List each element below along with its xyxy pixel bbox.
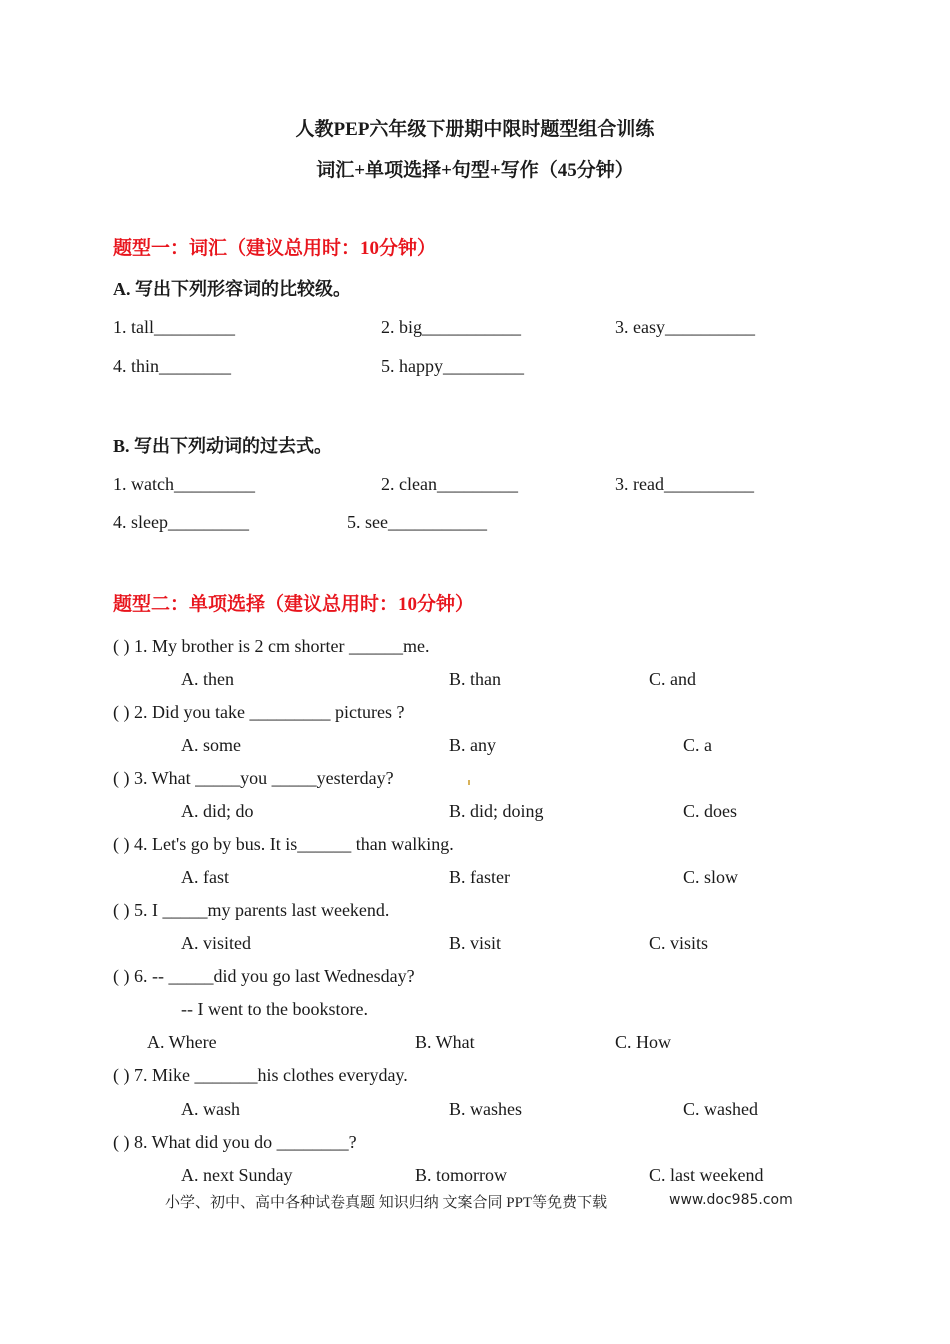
option-c: C. slow: [683, 867, 739, 887]
page-title: 人教PEP六年级下册期中限时题型组合训练: [295, 119, 655, 140]
option-b: B. tomorrow: [415, 1165, 507, 1185]
question-stem: ( ) 3. What _____you _____yesterday?: [113, 768, 394, 788]
vocab-item: 4. sleep_________: [113, 512, 249, 532]
vocab-item: 3. read__________: [615, 474, 754, 494]
question-stem: ( ) 5. I _____my parents last weekend.: [113, 900, 390, 920]
footer-text: 小学、初中、高中各种试卷真题 知识归纳 文案合同 PPT等免费下载: [165, 1195, 608, 1211]
option-a: A. did; do: [181, 801, 254, 821]
vocab-item: 3. easy__________: [615, 317, 755, 337]
option-a: A. fast: [181, 867, 229, 887]
option-b: B. visit: [449, 933, 502, 953]
footer-url[interactable]: www.doc985.com: [669, 1192, 793, 1208]
vocab-item: 2. big___________: [381, 317, 522, 337]
option-a: A. then: [181, 669, 234, 689]
stray-mark: [468, 780, 470, 785]
vocab-item: 5. see___________: [347, 512, 487, 532]
option-b: B. any: [449, 735, 496, 755]
option-b: B. did; doing: [449, 801, 544, 821]
option-a: A. next Sunday: [181, 1165, 293, 1185]
question-stem: ( ) 2. Did you take _________ pictures ?: [113, 702, 405, 722]
vocab-item: 2. clean_________: [381, 474, 518, 494]
vocab-item: 1. tall_________: [113, 317, 235, 337]
vocab-item: 1. watch_________: [113, 474, 255, 494]
option-a: A. Where: [147, 1032, 217, 1052]
vocab-item: 4. thin________: [113, 356, 232, 376]
option-a: A. some: [181, 735, 241, 755]
part-a-instruction: A. 写出下列形容词的比较级。: [113, 279, 351, 299]
option-c: C. How: [615, 1032, 672, 1052]
option-c: C. last weekend: [649, 1165, 764, 1185]
option-a: A. visited: [181, 933, 251, 953]
page-subtitle: 词汇+单项选择+句型+写作（45分钟）: [316, 160, 634, 181]
option-b: B. than: [449, 669, 501, 689]
option-c: C. and: [649, 669, 696, 689]
part-b-instruction: B. 写出下列动词的过去式。: [113, 436, 333, 456]
option-c: C. washed: [683, 1099, 758, 1119]
option-c: C. a: [683, 735, 712, 755]
option-b: B. washes: [449, 1099, 522, 1119]
section-heading-vocabulary: 题型一：词汇（建议总用时：10分钟）: [113, 238, 437, 259]
vocab-item: 5. happy_________: [381, 356, 524, 376]
section-heading-multiple-choice: 题型二：单项选择（建议总用时：10分钟）: [113, 594, 475, 615]
option-c: C. visits: [649, 933, 709, 953]
question-stem: ( ) 1. My brother is 2 cm shorter ______me.: [113, 636, 430, 656]
question-stem: ( ) 6. -- _____did you go last Wednesday?: [113, 966, 415, 986]
option-a: A. wash: [181, 1099, 240, 1119]
question-stem: ( ) 4. Let's go by bus. It is______ than walking.: [113, 834, 454, 854]
option-b: B. faster: [449, 867, 510, 887]
question-stem-response: -- I went to the bookstore.: [181, 999, 368, 1019]
question-stem: ( ) 8. What did you do ________?: [113, 1132, 357, 1152]
option-b: B. What: [415, 1032, 475, 1052]
option-c: C. does: [683, 801, 737, 821]
question-stem: ( ) 7. Mike _______his clothes everyday.: [113, 1065, 408, 1085]
